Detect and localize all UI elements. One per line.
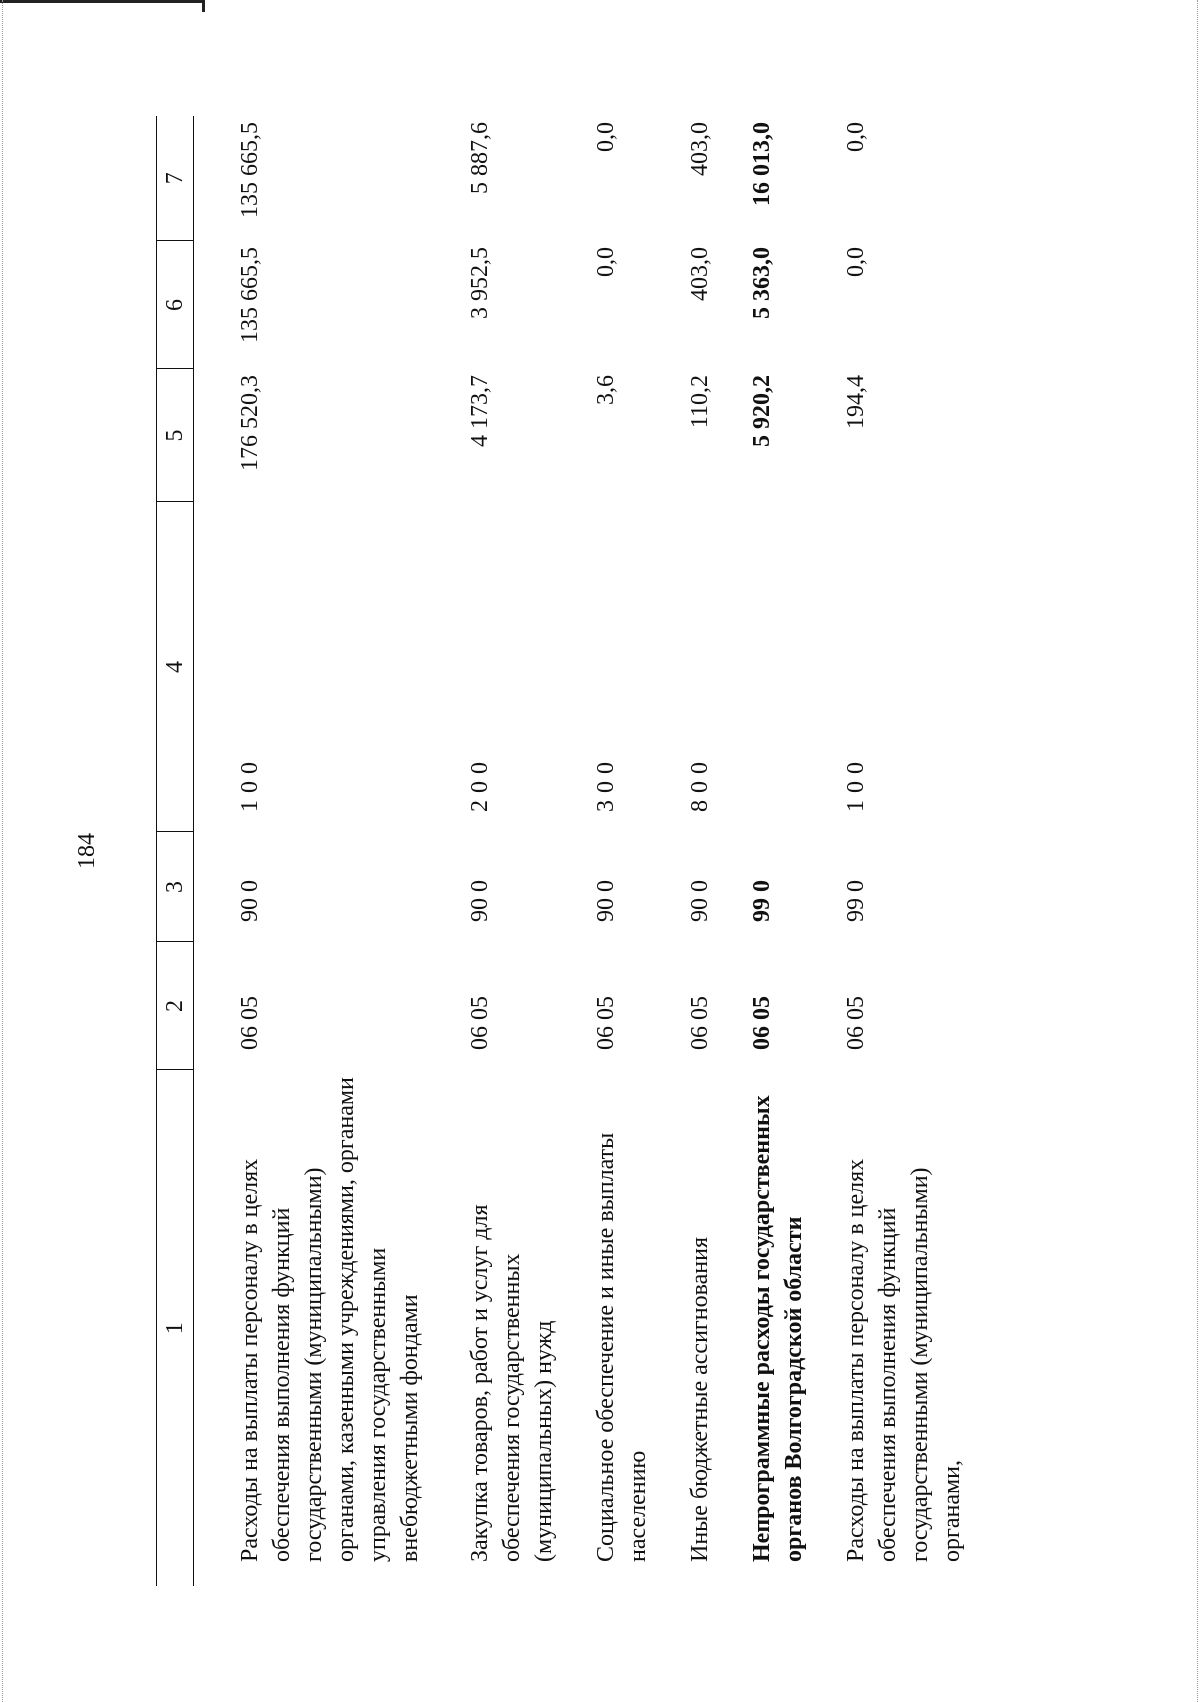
row-value-7: 135 665,5 (237, 122, 263, 218)
row-value-7: 5 887,6 (467, 122, 493, 194)
row-section-code: 06 05 (843, 996, 869, 1050)
header-row (157, 116, 194, 1586)
row-value-6: 403,0 (687, 247, 713, 301)
row-section-code: 06 05 (467, 996, 493, 1050)
table-row-subtotal (716, 116, 810, 1586)
table-row (654, 116, 716, 1586)
row-section-code: 06 05 (237, 996, 263, 1050)
header-col-5: 5 (157, 369, 194, 502)
row-section-code: 06 05 (687, 996, 713, 1050)
row-expense-type (716, 502, 810, 832)
budget-table (156, 116, 968, 1586)
row-expense-type: 100 (237, 755, 263, 812)
table-row (194, 116, 427, 1586)
row-program-code: 90 0 (687, 880, 713, 922)
header-col-7: 7 (157, 116, 194, 241)
row-value-5: 4 173,7 (467, 375, 493, 447)
row-value-5: 176 520,3 (237, 375, 263, 471)
page-number: 184 (74, 833, 100, 869)
row-name: Иные бюджетные ассигнования (687, 1237, 713, 1562)
row-expense-type: 800 (687, 755, 713, 812)
row-value-7: 16 013,0 (749, 122, 775, 206)
row-value-5: 5 920,2 (749, 375, 775, 447)
row-section-code: 06 05 (593, 996, 619, 1050)
row-value-7: 0,0 (593, 122, 619, 152)
row-value-6: 135 665,5 (237, 247, 263, 343)
row-name: Непрограммные расходы государственных органов Волгоградской области (749, 1095, 807, 1562)
row-value-6: 0,0 (843, 247, 869, 277)
row-name: Расходы на выплаты персоналу в целях обеспечения выполнения функций государственными (муниципальными) органами, (843, 1158, 965, 1562)
table-row (426, 116, 560, 1586)
header-col-6: 6 (157, 241, 194, 369)
row-value-5: 110,2 (687, 375, 713, 429)
row-value-6: 0,0 (593, 247, 619, 277)
row-value-5: 194,4 (843, 375, 869, 429)
row-name: Социальное обеспечение и иные выплаты населению (593, 1132, 651, 1562)
row-name: Закупка товаров, работ и услуг для обеспечения государственных (муниципальных) нужд (467, 1204, 557, 1562)
row-program-code: 90 0 (237, 880, 263, 922)
row-value-7: 403,0 (687, 122, 713, 176)
row-expense-type: 100 (843, 755, 869, 812)
row-value-5: 3,6 (593, 375, 619, 405)
row-expense-type: 300 (593, 755, 619, 812)
table-row (810, 116, 968, 1586)
header-col-1: 1 (157, 1070, 194, 1586)
row-program-code: 90 0 (593, 880, 619, 922)
row-program-code: 99 0 (843, 880, 869, 922)
header-col-2: 2 (157, 942, 194, 1070)
row-name: Расходы на выплаты персоналу в целях обеспечения выполнения функций государственными (муниципальными) органами, казенными учреждениями, органами управления государственными внебюджетными фондами (237, 1077, 423, 1562)
row-expense-type: 200 (467, 755, 493, 812)
row-program-code: 90 0 (467, 880, 493, 922)
row-value-7: 0,0 (843, 122, 869, 152)
header-col-4: 4 (157, 502, 194, 832)
row-program-code: 99 0 (749, 880, 775, 922)
row-section-code: 06 05 (749, 996, 775, 1050)
row-value-6: 5 363,0 (749, 247, 775, 319)
table-row (560, 116, 654, 1586)
row-value-6: 3 952,5 (467, 247, 493, 319)
header-col-3: 3 (157, 832, 194, 942)
